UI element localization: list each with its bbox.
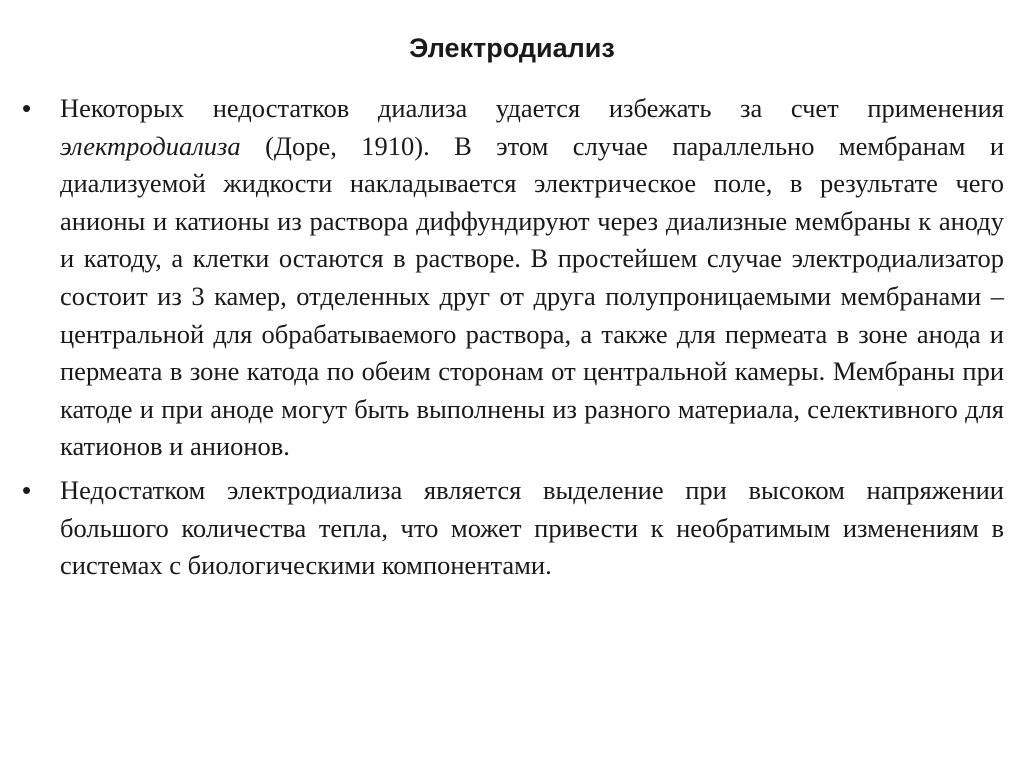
bullet-1-emphasis: электродиализа xyxy=(60,130,241,161)
slide-title: Электродиализ xyxy=(409,33,615,63)
bullet-1-text-before: Некоторых недостатков диализа удается избежать за счет применения xyxy=(60,93,1004,123)
bullet-item-1 xyxy=(18,90,1004,466)
bullet-item-2 xyxy=(18,472,1004,585)
bullet-2-text: Недостатком электродиализа является выделение при высоком напряжении большого количества тепла, что может привести к необратимым изменениям в системах с биологическими компонентами. xyxy=(60,474,1004,581)
bullet-1-text-after: (Доре, 1910). В этом случае параллельно мембранам и диализуемой жидкости накладывается электрическое поле, в результате чего анионы и катионы из раствора диффундируют через диализные мембраны к аноду и катоду, а клетки остаются в растворе. В простейшем случае электродиализатор состоит из 3 камер, отделенных друг от друга полупроницаемыми мембранами – центральной для обрабатываемого раствора, а также для пермеата в зоне анода и пермеата в зоне катода по обеим сторонам от центральной камеры. Мембраны при катоде и при аноде могут быть выполнены из разного материала, селективного для катионов и анионов. xyxy=(60,130,1004,462)
bullet-list xyxy=(18,90,1004,591)
bullet-dot-icon: • xyxy=(22,474,32,505)
bullet-dot-icon: • xyxy=(22,93,32,123)
